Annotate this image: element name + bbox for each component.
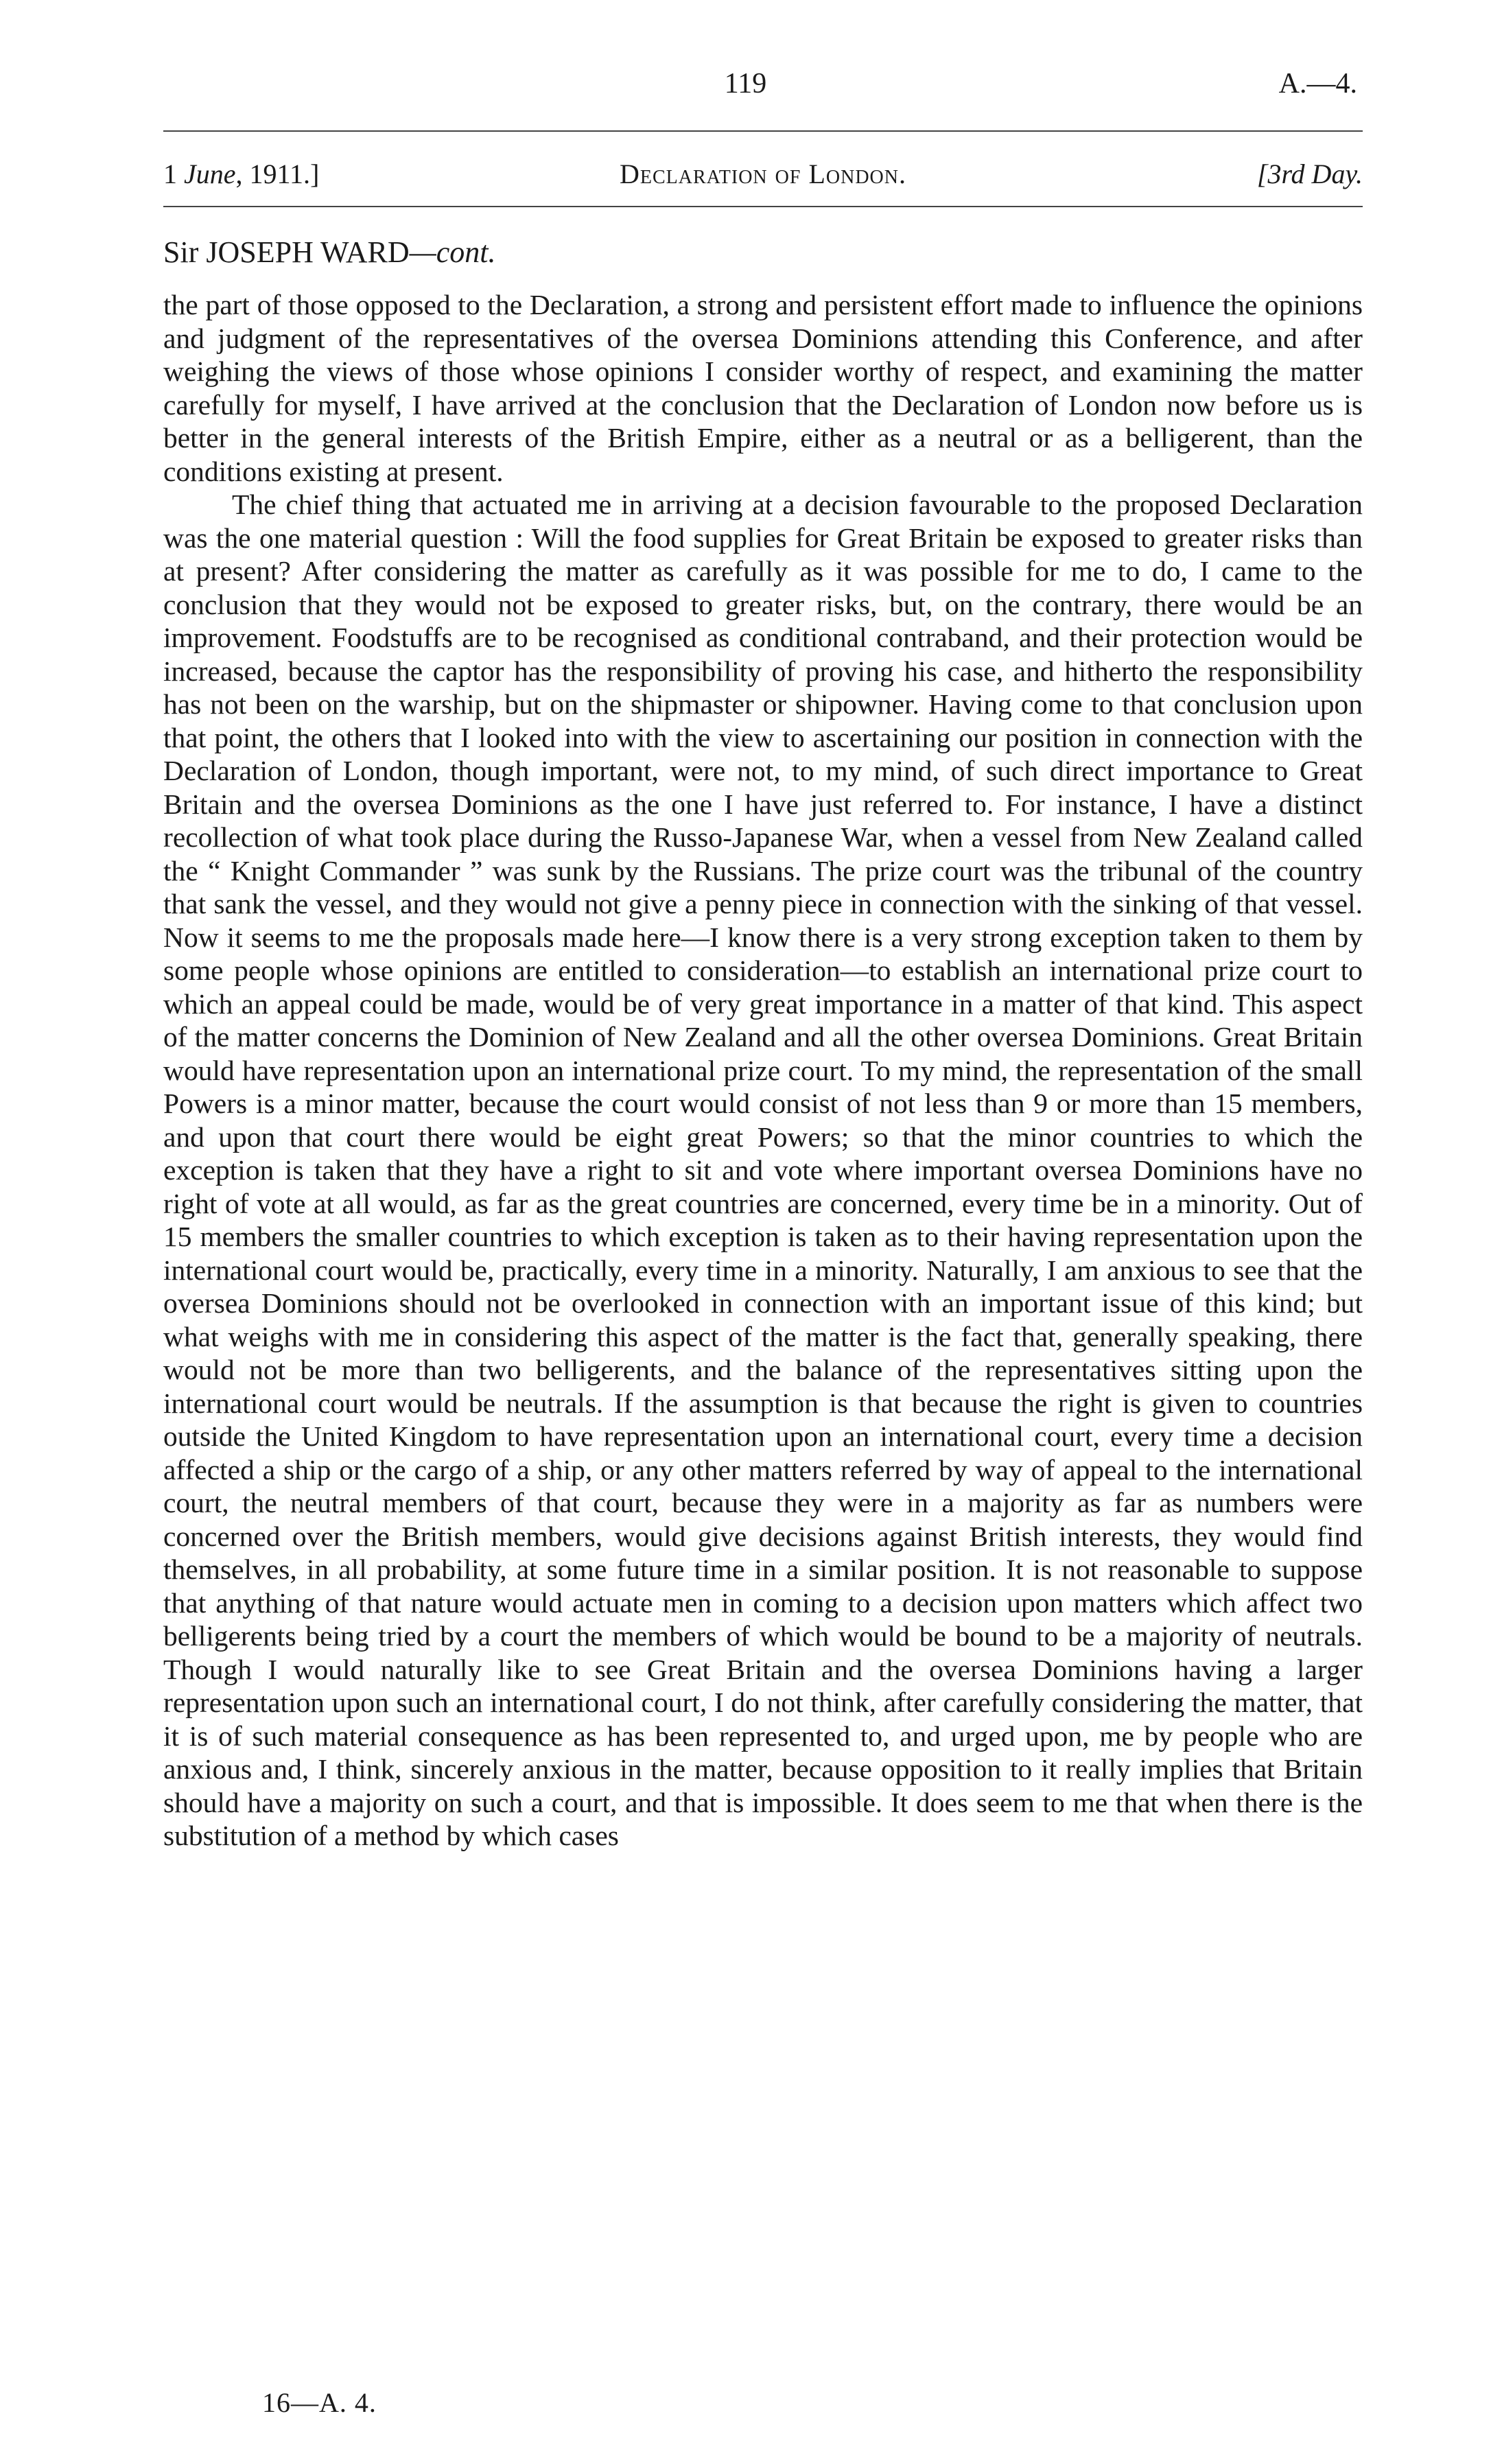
page-number: 119 — [724, 68, 767, 99]
document-reference: A.—4. — [1278, 68, 1357, 99]
running-head — [163, 158, 1363, 196]
body-text — [163, 288, 1363, 1853]
speaker-name: Sir JOSEPH WARD — [163, 235, 410, 269]
paragraph-continuation: the part of those opposed to the Declaration, a strong and persistent effort made to influence the opinions and judgment of the representatives of the oversea Dominions attending this Conference, and after weighing the views of those whose opinions I consider worthy of respect, and examining the matter carefully for myself, I have arrived at the conclusion that the Declaration of London now before us is better in the general interests of the British Empire, either as a neutral or as a belligerent, than the conditions existing at present. — [163, 289, 1363, 487]
running-head-date: 1 June, 1911.] — [163, 159, 320, 189]
paragraph: The chief thing that actuated me in arriving at a decision favourable to the proposed Declaration was the one material question : Will the food supplies for Great Britain be exposed to greater risks than at present? After considering the matter as carefully as it was possible for me to do, I came to the conclusion that they would not be exposed to greater risks, but, on the contrary, there would be an improvement. Foodstuffs are to be recognised as conditional contraband, and their protection would be increased, because the captor has the responsibility of proving his case, and hitherto the responsibility has not been on the warship, but on the shipmaster or shipowner. Having come to that conclusion upon that point, the others that I looked into with the view to ascertaining our position in connection with the Declaration of London, though important, were not, to my mind, of such direct importance to Great Britain and the oversea Dominions as the one I have just referred to. For instance, I have a distinct recollection of what took place during the Russo-Japanese War, when a vessel from New Zealand called the “ Knight Commander ” was sunk by the Russians. The prize court was the tribunal of the country that sank the vessel, and they would not give a penny piece in connection with the sinking of that vessel. Now it seems to me the proposals made here—I know there is a very strong exception taken to them by some people whose opinions are entitled to consideration—to establish an international prize court to which an appeal could be made, would be of very great importance in a matter of that kind. This aspect of the matter concerns the Dominion of New Zealand and all the other oversea Dominions. Great Britain would have representation upon an international prize court. To my mind, the representation of the small Powers is a minor matter, because the court would consist of not less than 9 or more than 15 members, and upon that court there would be eight great Powers; so that the minor countries to which the exception is taken that they have a right to sit and vote where important oversea Dominions have no right of vote at all would, as far as the great countries are concerned, every time be in a minority. Out of 15 members the smaller countries to which exception is taken as to their having representation upon the international court would be, practically, every time in a minority. Naturally, I am anxious to see that the oversea Dominions should not be overlooked in connection with an important issue of this kind; but what weighs with me in considering this aspect of the matter is the fact that, generally speaking, there would not be more than two belligerents, and the balance of the representatives sitting upon the international court would be neutrals. If the assumption is that because the right is given to countries outside the United Kingdom to have representation upon an international court, every time a decision affected a ship or the cargo of a ship, or any other matters referred by way of appeal to the international court, the neutral members of that court, because they were in a majority as far as numbers were concerned over the British members, would give decisions against British interests, they would find themselves, in all probability, at some future time in a similar position. It is not reasonable to suppose that anything of that nature would actuate men in coming to a decision upon matters which affect two belligerents being tried by a court the members of which would be bound to be a majority of neutrals. Though I would naturally like to see Great Britain and the oversea Dominions having a larger representation upon such an international court, I do not think, after carefully considering the matter, that it is of such material consequence as has been represented to, and urged upon, me by people who are anxious and, I think, sincerely anxious in the matter, because opposition to it really implies that Britain should have a majority on such a court, and that is impossible. It does seem to me that when there is the substitution of a method by which cases — [163, 489, 1363, 1851]
header-rule-top — [163, 130, 1363, 132]
speaker-heading — [163, 235, 496, 270]
running-head-day: [3rd Day. — [1256, 159, 1363, 189]
header-rule-bottom — [163, 206, 1363, 207]
speaker-continued: —cont. — [409, 235, 496, 269]
footer-signature: 16—A. 4. — [262, 2387, 377, 2418]
running-head-title: Declaration of London. — [620, 159, 906, 189]
